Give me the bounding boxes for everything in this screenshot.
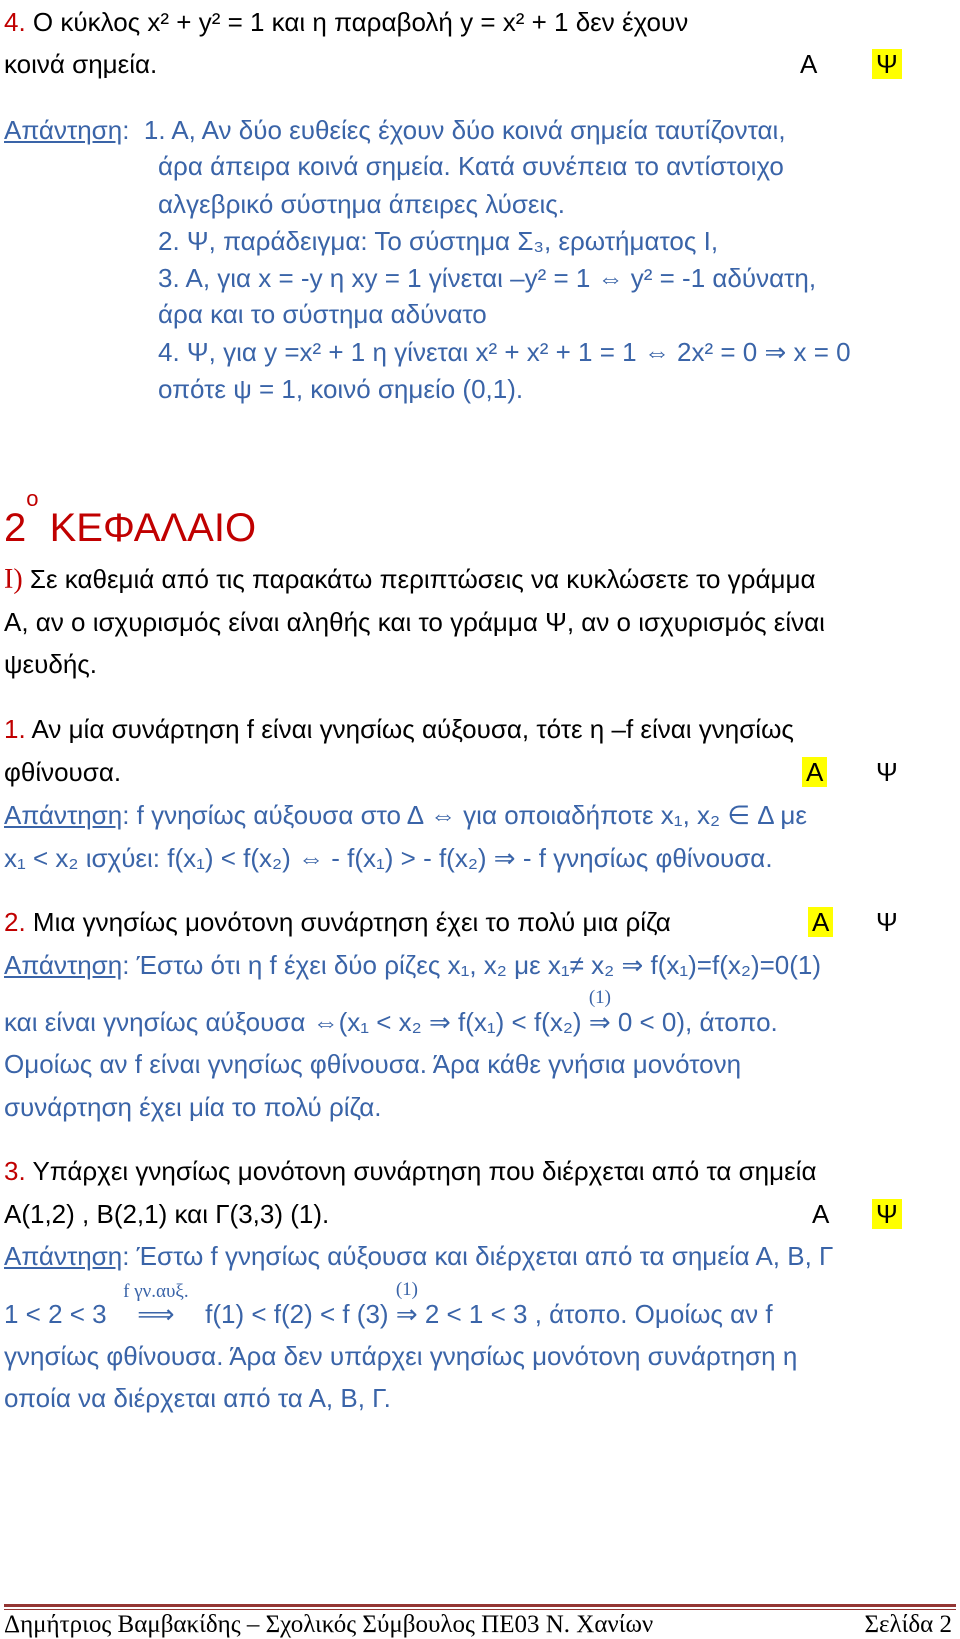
c3-answer-line1 xyxy=(4,1240,833,1272)
c3-implication-arrow-2 xyxy=(395,1279,418,1330)
c2-answer-line2-part2: 0 < 0), άτοπο. xyxy=(610,1007,778,1037)
q4-text: Ο κύκλος x² + y² = 1 και η παραβολή y = x² + 1 δεν έχουν xyxy=(32,7,689,37)
q4-answer-line7: 4. Ψ, για y =x² + 1 η γίνεται x² + x² + 1 = 1 ⇔ 2x² = 0 ⇒ x = 0 xyxy=(158,337,851,367)
c2-arrow-symbol: ⇒ xyxy=(588,1007,611,1037)
c1-number: 1. xyxy=(4,714,26,744)
c1-option-a-highlight: Α xyxy=(802,757,827,787)
c3-statement-line2: Α(1,2) , Β(2,1) και Γ(3,3) (1). xyxy=(4,1199,330,1229)
c2-answer-line2 xyxy=(4,987,778,1038)
c3-answer-line2 xyxy=(4,1279,773,1330)
c3-answer-line4: οποία να διέρχεται από τα Α, Β, Γ. xyxy=(4,1383,391,1413)
footer-author: Δημήτριος Βαμβακίδης – Σχολικός Σύμβουλος ΠΕ03 Ν. Χανίων xyxy=(4,1611,654,1638)
c2-answer-text: : Έστω ότι η f έχει δύο ρίζες x₁, x₂ με x₁≠ x₂ ⇒ f(x₁)=f(x₂)=0(1) xyxy=(122,950,822,980)
footer-page-number: Σελίδα 2 xyxy=(864,1611,952,1638)
q4-answer-label: Απάντηση xyxy=(4,115,123,145)
q4-answer-line4: 2. Ψ, παράδειγμα: Το σύστημα Σ₃, ερωτήματος Ι, xyxy=(158,226,719,256)
c1-option-psi[interactable]: Ψ xyxy=(876,757,898,787)
footer-rule-thick xyxy=(4,1604,956,1607)
c2-answer-line2-part1: και είναι γνησίως αύξουσα ⇔(x₁ < x₂ ⇒ f(x₁) < f(x₂) xyxy=(4,1007,589,1037)
c3-statement-line1 xyxy=(4,1155,817,1187)
c2-answer-line4: συνάρτηση έχει μία το πολύ ρίζα. xyxy=(4,1092,382,1122)
c3-answer-label: Απάντηση xyxy=(4,1241,123,1271)
c3-number: 3. xyxy=(4,1156,26,1186)
q4-answer-line3: αλγεβρικό σύστημα άπειρες λύσεις. xyxy=(158,189,566,219)
q4-answer-line6: άρα και το σύστημα αδύνατο xyxy=(158,299,487,329)
q4-answer-line2: άρα άπειρα κοινά σημεία. Κατά συνέπεια το αντίστοιχο xyxy=(158,151,784,181)
c3-option-psi-highlight: Ψ xyxy=(872,1199,902,1229)
q4-answer-text: 1. Α, Αν δύο ευθείες έχουν δύο κοινά σημεία ταυτίζονται, xyxy=(143,115,786,145)
c1-text: Αν μία συνάρτηση f είναι γνησίως αύξουσα, τότε η –f είναι γνησίως xyxy=(31,714,794,744)
intro-line3: ψευδής. xyxy=(4,649,98,679)
c2-answer-line1 xyxy=(4,949,821,981)
c2-implication-arrow xyxy=(588,987,611,1038)
chapter-number: 2 xyxy=(4,506,27,550)
q4-answer-line1: Απάντηση: 1. Α, Αν δύο ευθείες έχουν δύο κοινά σημεία ταυτίζονται, xyxy=(4,115,786,145)
c3-answer-text: : Έστω f γνησίως αύξουσα και διέρχεται από τα σημεία Α, Β, Γ xyxy=(122,1241,834,1271)
q4-option-a[interactable]: Α xyxy=(800,49,818,79)
c2-answer-label: Απάντηση xyxy=(4,950,123,980)
c3-answer-line3: γνησίως φθίνουσα. Άρα δεν υπάρχει γνησίως μονότονη συνάρτηση η xyxy=(4,1341,798,1371)
q4-statement-line2: κοινά σημεία. xyxy=(4,49,158,79)
q4-statement-line1 xyxy=(4,6,688,38)
c3-answer-line2-part3: 2 < 1 < 3 , άτοπο. Ομοίως αν f xyxy=(417,1299,773,1329)
c1-answer-label: Απάντηση xyxy=(4,800,123,830)
c3-text: Υπάρχει γνησίως μονότονη συνάρτηση που διέρχεται από τα σημεία xyxy=(32,1156,817,1186)
c3-option-a[interactable]: Α xyxy=(812,1199,830,1229)
intro-line2: Α, αν ο ισχυρισμός είναι αληθής και το γράμμα Ψ, αν ο ισχυρισμός είναι xyxy=(4,607,825,637)
c3-answer-line2-part2: f(1) < f(2) < f (3) xyxy=(197,1299,396,1329)
c3-arrow2-symbol: ⇒ xyxy=(395,1299,418,1329)
chapter-ordinal: ο xyxy=(26,486,39,511)
q4-number: 4. xyxy=(4,7,26,37)
q4-answer-line8: οπότε ψ = 1, κοινό σημείο (0,1). xyxy=(158,374,524,404)
c2-option-psi[interactable]: Ψ xyxy=(876,907,898,937)
c1-answer-line1 xyxy=(4,799,807,831)
intro-roman-numeral: Ι) xyxy=(4,564,23,595)
q4-option-psi-highlight: Ψ xyxy=(872,49,902,79)
c2-number: 2. xyxy=(4,907,26,937)
intro-text: Σε καθεμιά από τις παρακάτω περιπτώσεις να κυκλώσετε το γράμμα xyxy=(29,564,816,594)
c2-arrow-label: (1) xyxy=(588,987,611,1008)
c1-option-a[interactable] xyxy=(802,756,827,788)
c3-arrow1-label: f γν.αυξ. xyxy=(123,1281,189,1302)
c3-option-psi[interactable] xyxy=(872,1198,902,1230)
footer-rule-thin xyxy=(4,1609,956,1610)
intro-line1 xyxy=(4,563,815,596)
c2-answer-line3: Ομοίως αν f είναι γνησίως φθίνουσα. Άρα κάθε γνήσια μονότονη xyxy=(4,1049,742,1079)
c2-option-a-highlight: Α xyxy=(808,907,833,937)
chapter-heading: ΚΕΦΑΛΑΙΟ xyxy=(49,506,257,550)
c3-arrow2-label: (1) xyxy=(395,1279,418,1300)
chapter-title xyxy=(4,486,257,551)
c1-answer-line2: x₁ < x₂ ισχύει: f(x₁) < f(x₂) ⇔ - f(x₁) > - f(x₂) ⇒ - f γνησίως φθίνουσα. xyxy=(4,843,773,873)
c2-option-a[interactable] xyxy=(808,906,833,938)
c3-implication-arrow-1 xyxy=(114,1281,198,1330)
c1-statement-line2: φθίνουσα. xyxy=(4,757,122,787)
c1-answer-text: : f γνησίως αύξουσα στο Δ ⇔ για οποιαδήποτε x₁, x₂ ∈ Δ με xyxy=(122,800,807,830)
c1-statement-line1 xyxy=(4,713,794,745)
c3-answer-line2-part1: 1 < 2 < 3 xyxy=(4,1299,114,1329)
c3-arrow1-symbol: ⟹ xyxy=(137,1299,175,1329)
q4-option-psi[interactable] xyxy=(872,48,902,80)
q4-answer-line5: 3. Α, για x = -y η xy = 1 γίνεται –y² = 1 ⇔ y² = -1 αδύνατη, xyxy=(158,263,817,293)
c2-text: Μια γνησίως μονότονη συνάρτηση έχει το πολύ μια ρίζα xyxy=(32,907,671,937)
c2-statement-line1 xyxy=(4,906,671,938)
